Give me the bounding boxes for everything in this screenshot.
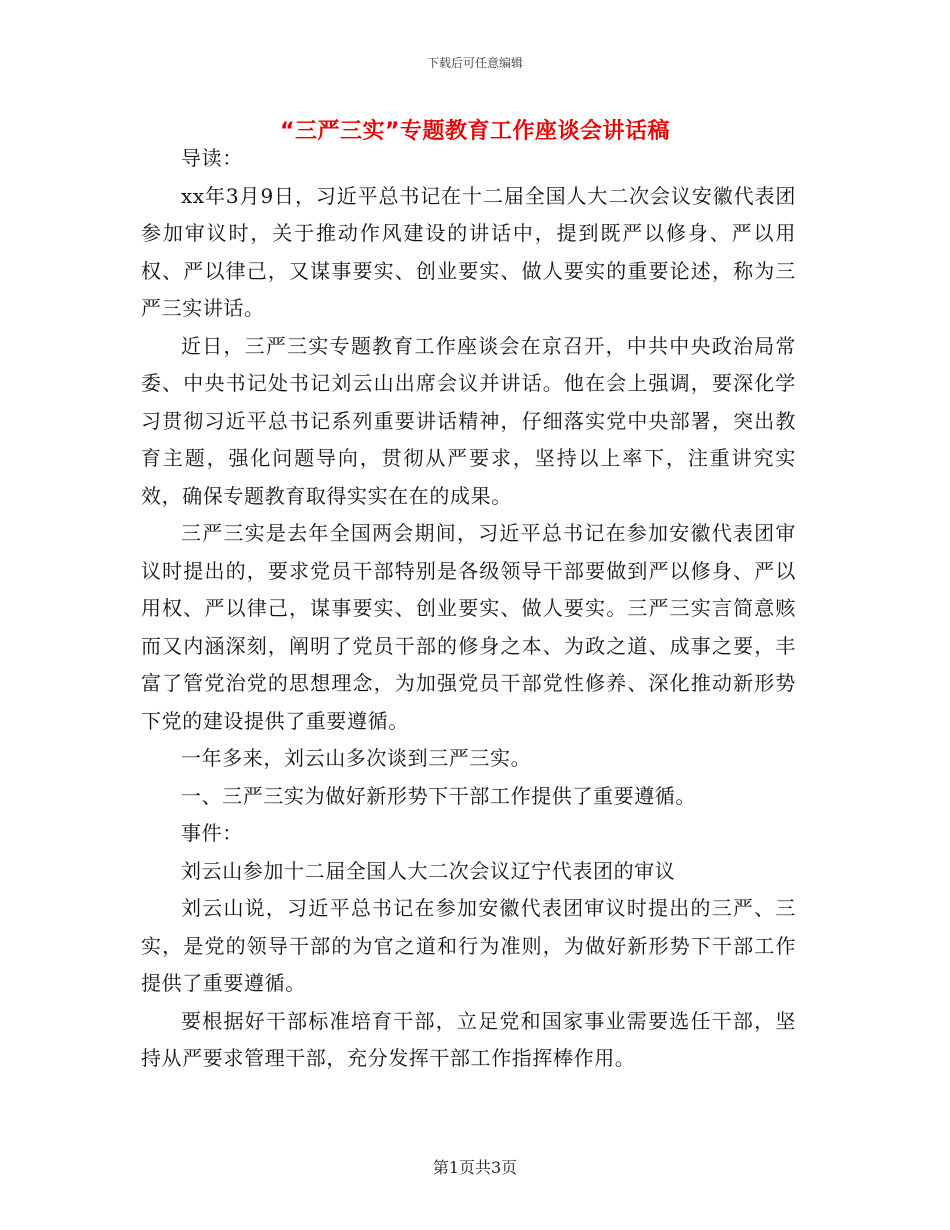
paragraph: 要根据好干部标准培育干部，立足党和国家事业需要选任干部，坚持从严要求管理干部，充分发挥干部工作指挥棒作用。	[141, 1008, 796, 1070]
paragraph: 刘云山参加十二届全国人大二次会议辽宁代表团的审议	[181, 858, 676, 883]
paragraph: xx年3月9日，习近平总书记在十二届全国人大二次会议安徽代表团参加审议时，关于推动作风建设的讲话中，提到既严以修身、严以用权、严以律己，又谋事要实、创业要实、做人要实的重要论述，称为三严三实讲话。	[141, 183, 796, 320]
page-number: 第1页共3页	[432, 1158, 518, 1177]
event-label: 事件：	[181, 821, 243, 845]
paragraph: 三严三实是去年全国两会期间，习近平总书记在参加安徽代表团审议时提出的，要求党员干部特别是各级领导干部要做到严以修身、严以用权、严以律己，谋事要实、创业要实、做人要实。三严三实言简意赅而又内涵深刻，阐明了党员干部的修身之本、为政之道、成事之要，丰富了管党治党的思想理念，为加强党员干部党性修养、深化推动新形势下党的建设提供了重要遵循。	[141, 521, 796, 733]
paragraph: 一年多来，刘云山多次谈到三严三实。	[181, 746, 532, 770]
paragraph-intro-label: 导读：	[181, 146, 243, 170]
document-body	[141, 140, 796, 1078]
paragraph: 刘云山说，习近平总书记在参加安徽代表团审议时提出的三严、三实，是党的领导干部的为官之道和行为准则，为做好新形势下干部工作提供了重要遵循。	[141, 896, 796, 995]
page-header-note: 下载后可任意编辑	[426, 56, 523, 70]
document-title: “三严三实”专题教育工作座谈会讲话稿	[280, 119, 670, 144]
section-heading: 一、三严三实为做好新形势下干部工作提供了重要遵循。	[181, 783, 696, 808]
paragraph: 近日，三严三实专题教育工作座谈会在京召开，中共中央政治局常委、中央书记处书记刘云山出席会议并讲话。他在会上强调，要深化学习贯彻习近平总书记系列重要讲话精神，仔细落实党中央部署，突出教育主题，强化问题导向，贯彻从严要求，坚持以上率下，注重讲究实效，确保专题教育取得实实在在的成果。	[141, 333, 796, 508]
